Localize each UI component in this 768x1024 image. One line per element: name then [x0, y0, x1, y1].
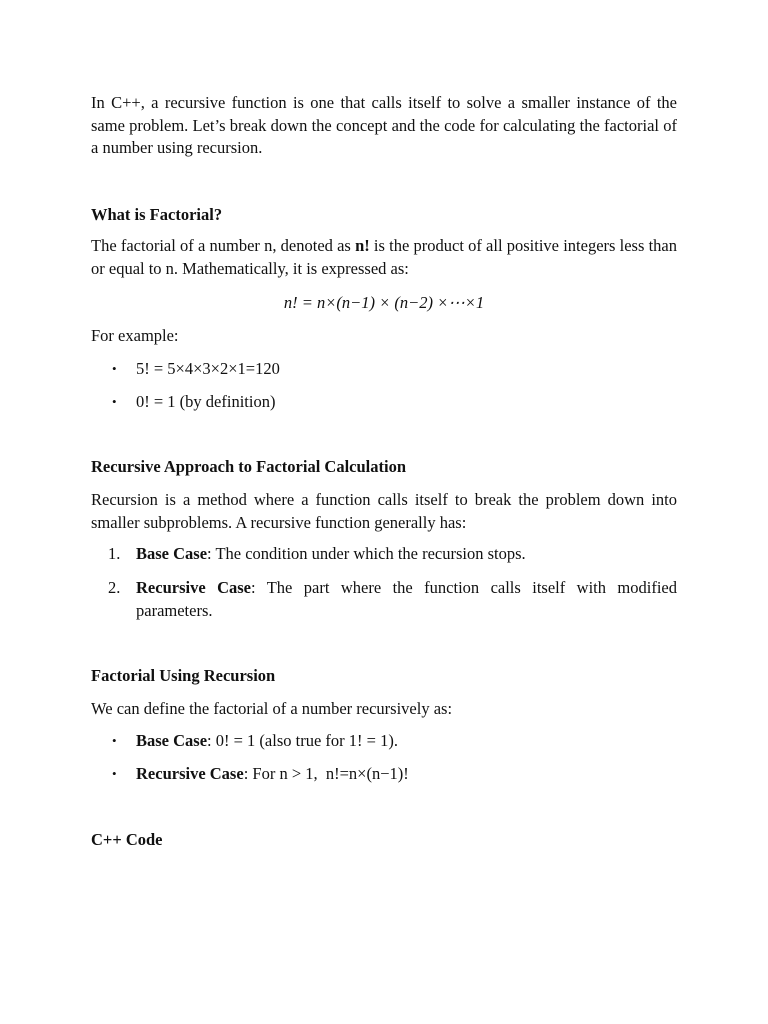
- heading-recursive-approach: Recursive Approach to Factorial Calculation: [91, 457, 406, 476]
- list-number: 2.: [108, 578, 121, 597]
- numbered-item-text: [136, 577, 677, 622]
- list-number: 1.: [108, 544, 121, 563]
- list-item: [91, 543, 677, 566]
- list-item: [91, 763, 677, 786]
- item-description: : The condition under which the recursion stops.: [207, 544, 526, 563]
- definition-text-start: The factorial of a number n, denoted as: [91, 236, 356, 255]
- bullet-icon: •: [112, 394, 117, 409]
- factorial-formula: n! = n×(n−1) × (n−2) ×⋯×1: [283, 293, 485, 312]
- item-bold-term: Base Case: [136, 731, 208, 750]
- item-description: : For n > 1, n!=n×(n−1)!: [243, 764, 409, 783]
- numbered-item-text: [136, 543, 677, 566]
- item-bold-term: Recursive Case: [136, 578, 251, 597]
- bullet-icon: •: [112, 733, 117, 748]
- definition-item-text: [136, 730, 677, 753]
- list-item: [91, 730, 677, 753]
- bullet-icon: •: [112, 361, 117, 376]
- definition-bold-term: n!: [355, 236, 370, 255]
- heading-cpp-code: C++ Code: [91, 830, 163, 849]
- item-description: : The part where the function calls itself with modified parameters.: [136, 578, 677, 620]
- example-item-text: 5! = 5×4×3×2×1=120: [136, 359, 280, 378]
- item-bold-term: Recursive Case: [136, 764, 244, 783]
- heading-what-is-factorial: What is Factorial?: [91, 205, 223, 224]
- list-item: [91, 358, 677, 381]
- item-bold-term: Base Case: [136, 544, 208, 563]
- list-item: [91, 577, 677, 622]
- example-label: For example:: [91, 326, 179, 345]
- recursive-definition-paragraph: We can define the factorial of a number recursively as:: [91, 699, 453, 718]
- definition-item-text: [136, 763, 677, 786]
- intro-paragraph: In C++, a recursive function is one that calls itself to solve a smaller instance of the same problem. Let’s break down the concept and the code for calculating the factorial of a number using recursion.: [91, 93, 677, 157]
- list-item: [91, 391, 677, 414]
- definition-text-end: is the product of all positive integers less than or equal to n. Mathematically, it is expressed as:: [91, 236, 677, 278]
- factorial-definition-paragraph: [91, 235, 677, 280]
- heading-factorial-using-recursion: Factorial Using Recursion: [91, 666, 276, 685]
- item-description: : 0! = 1 (also true for 1! = 1).: [207, 731, 398, 750]
- bullet-icon: •: [112, 766, 117, 781]
- recursion-paragraph: Recursion is a method where a function calls itself to break the problem down into smaller subproblems. A recursive function generally has:: [91, 490, 677, 532]
- example-item-text: 0! = 1 (by definition): [136, 392, 276, 411]
